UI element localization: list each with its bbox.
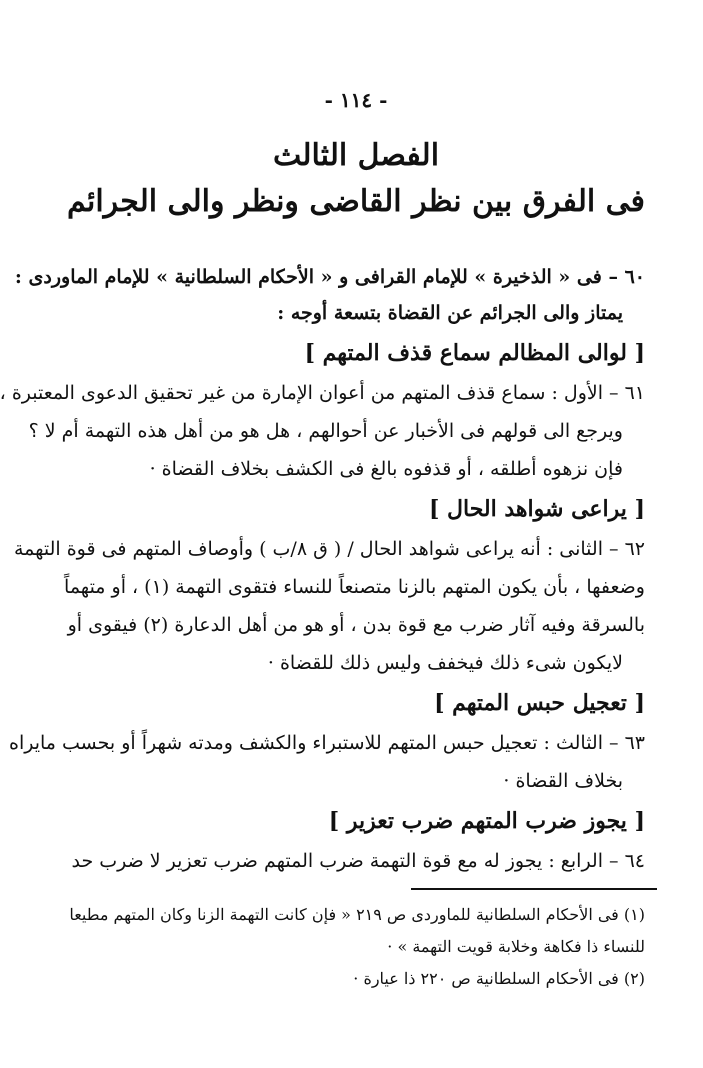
page-number: - ١١٤ -: [324, 88, 388, 112]
footnote-divider: [411, 888, 657, 890]
section-heading-4: [ يجوز ضرب المتهم ضرب تعزير ]: [328, 808, 645, 834]
paragraph-60-line-2: يمتاز والى الجرائم عن القضاة بتسعة أوجه :: [277, 302, 623, 324]
chapter-title: الفصل الثالث: [272, 138, 440, 173]
paragraph-63-line-1: ٦٣ – الثالث : تعجيل حبس المتهم للاستبراء والكشف ومدته شهراً أو بحسب مايراه: [9, 732, 645, 754]
section-heading-1: [ لوالى المظالم سماع قذف المتهم ]: [304, 340, 645, 366]
paragraph-63-line-2: بخلاف القضاة ·: [503, 770, 623, 792]
paragraph-62-line-2: وضعفها ، بأن يكون المتهم بالزنا متصنعاً للنساء فتقوى التهمة (١) ، أو متهماً: [64, 576, 645, 598]
footnote-1-line-1: (١) فى الأحكام السلطانية للماوردى ص ٢١٩ « فإن كانت التهمة الزنا وكان المتهم مطيعا: [69, 905, 645, 924]
paragraph-62-line-4: لايكون شىء ذلك فيخفف وليس ذلك للقضاة ·: [267, 652, 623, 674]
paragraph-61-line-3: فإن نزهوه أطلقه ، أو قذفوه بالغ فى الكشف بخلاف القضاة ·: [149, 458, 623, 480]
paragraph-64-line-1: ٦٤ – الرابع : يجوز له مع قوة التهمة ضرب المتهم ضرب تعزير لا ضرب حد: [71, 850, 645, 872]
section-heading-3: [ تعجيل حبس المتهم ]: [434, 690, 645, 716]
paragraph-62-line-1: ٦٢ – الثانى : أنه يراعى شواهد الحال / ( ق ٨/ب ) وأوصاف المتهم فى قوة التهمة: [13, 538, 645, 560]
paragraph-61-line-1: ٦١ – الأول : سماع قذف المتهم من أعوان الإمارة من غير تحقيق الدعوى المعتبرة ،: [0, 382, 645, 404]
paragraph-60-line-1: ٦٠ – فى « الذخيرة » للإمام القرافى و « الأحكام السلطانية » للإمام الماوردى :: [14, 266, 645, 288]
chapter-subtitle: فى الفرق بين نظر القاضى ونظر والى الجرائم: [67, 184, 645, 219]
footnote-2-line-1: (٢) فى الأحكام السلطانية ص ٢٢٠ ذا عيارة ·: [353, 969, 645, 988]
footnote-1-line-2: للنساء ذا فكاهة وخلابة قويت التهمة » ·: [387, 937, 645, 956]
paragraph-61-line-2: ويرجع الى قولهم فى الأخبار عن أحوالهم ، هل هو من أهل هذه التهمة أم لا ؟: [28, 420, 623, 442]
paragraph-62-line-3: بالسرقة وفيه آثار ضرب مع قوة بدن ، أو هو من أهل الدعارة (٢) فيقوى أو: [67, 614, 645, 636]
section-heading-2: [ يراعى شواهد الحال ]: [428, 496, 645, 522]
